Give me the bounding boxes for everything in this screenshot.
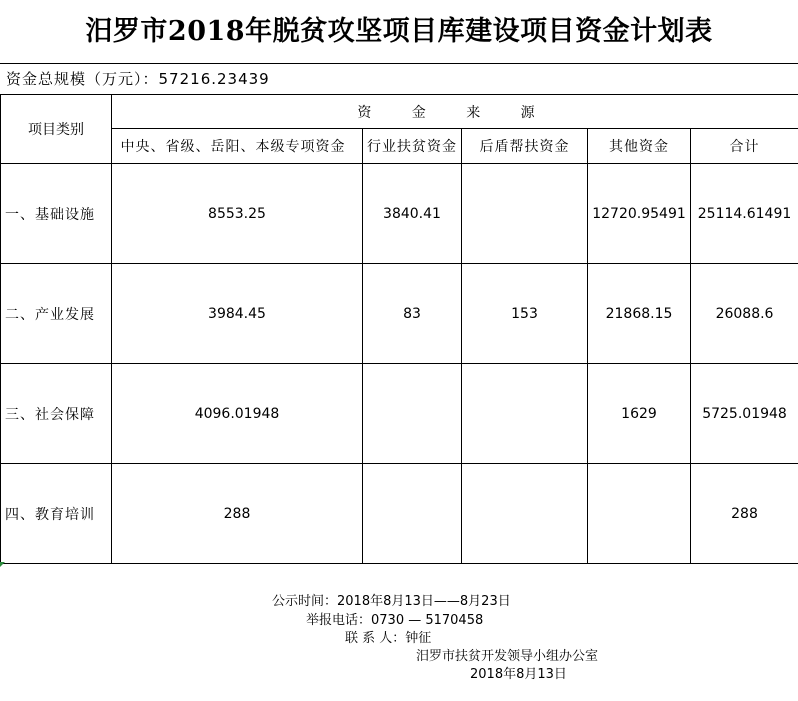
row-category: 一、基础设施 (1, 164, 112, 264)
cell-marker (0, 562, 5, 567)
table-row (1, 364, 798, 464)
total-funding-label: 资金总规模（万元）： (6, 70, 159, 88)
table-cell (462, 164, 588, 264)
notice-office: 汨罗市扶贫开发领导小组办公室 (416, 649, 599, 664)
table-cell: 153 (462, 264, 588, 364)
table-row (1, 164, 798, 264)
table-cell: 1629 (588, 364, 691, 464)
row-category: 三、社会保障 (1, 364, 112, 464)
table-cell: 288 (691, 464, 798, 564)
notice-phone: 举报电话：0730 — 5170458 (306, 613, 484, 628)
table-cell: 4096.01948 (112, 364, 363, 464)
header-other-funds: 其他资金 (588, 129, 691, 164)
notice-period: 公示时间：2018年8月13日——8月23日 (272, 594, 511, 609)
total-funding (0, 64, 798, 94)
table-row (1, 464, 798, 564)
table-row (1, 264, 798, 364)
total-funding-value: 57216.23439 (158, 70, 270, 88)
funding-table (0, 94, 798, 564)
table-cell: 5725.01948 (691, 364, 798, 464)
table-cell: 3840.41 (363, 164, 462, 264)
notice-date: 2018年8月13日 (470, 667, 567, 682)
table-cell: 8553.25 (112, 164, 363, 264)
header-backup-funds: 后盾帮扶资金 (462, 129, 588, 164)
table-cell: 25114.61491 (691, 164, 798, 264)
table-cell: 21868.15 (588, 264, 691, 364)
table-cell: 26088.6 (691, 264, 798, 364)
header-category: 项目类别 (1, 95, 112, 164)
row-category: 二、产业发展 (1, 264, 112, 364)
table-cell: 12720.95491 (588, 164, 691, 264)
table-cell: 288 (112, 464, 363, 564)
table-cell (462, 364, 588, 464)
table-cell (363, 364, 462, 464)
table-cell: 3984.45 (112, 264, 363, 364)
notice-contact: 联 系 人：钟征 (345, 631, 432, 646)
row-category: 四、教育培训 (1, 464, 112, 564)
table-cell (462, 464, 588, 564)
header-total: 合计 (691, 129, 798, 164)
table-cell: 83 (363, 264, 462, 364)
header-special-funds: 中央、省级、岳阳、本级专项资金 (112, 129, 363, 164)
header-industry-funds: 行业扶贫资金 (363, 129, 462, 164)
page-title: 汨罗市2018年脱贫攻坚项目库建设项目资金计划表 (0, 0, 798, 64)
table-cell (588, 464, 691, 564)
table-cell (363, 464, 462, 564)
header-funding-source: 资 金 来 源 (112, 95, 798, 129)
